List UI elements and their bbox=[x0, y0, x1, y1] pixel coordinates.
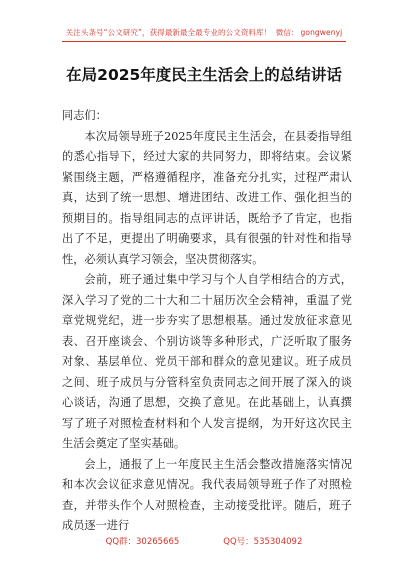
header-wechat-id: gongwenyj bbox=[300, 28, 343, 37]
header-divider bbox=[62, 41, 346, 42]
paragraph: 本次局领导班子2025年度民主生活会，在县委指导组的悉心指导下，经过大家的共同努力，即将结束。会议紧紧围绕主题，严格遵循程序，准备充分扎实，过程严肃认真，达到了统一思想、增进团结、改进工作、强化担当的预期目的。指导组同志的点评讲话，既给予了肯定，也指出了不足，更提出了明确要求，具有很强的针对性和指导性，必须认真学习领会，坚决贯彻落实。 bbox=[62, 129, 352, 266]
salutation: 同志们： bbox=[62, 109, 107, 122]
paragraph: 会上，通报了上一年度民主生活会整改措施落实情况和本次会议征求意见情况。我代表局领导班子作了对照检查，并带头作个人对照检查，主动接受批评。随后，班子成员逐一进行 bbox=[62, 457, 352, 532]
document-title: 在局2025年度民主生活会上的总结讲话 bbox=[66, 66, 342, 84]
header-wechat-label: 微信： bbox=[275, 28, 299, 37]
document-body bbox=[62, 106, 352, 537]
paragraph: 会前，班子通过集中学习与个人自学相结合的方式，深入学习了党的二十大和二十届历次全会精神，重温了党章党规党纪，进一步夯实了思想根基。通过发放征求意见表、召开座谈会、个别访谈等多种形式，广泛听取了服务对象、基层单位、党员干部和群众的意见建议。班子成员之间、班子成员与分管科室负责同志之间开展了深入的谈心谈话，沟通了思想，交换了意见。在此基础上，认真撰写了班子对照检查材料和个人发言提纲，为开好这次民主生活会奠定了坚实基础。 bbox=[62, 273, 352, 450]
footer-qq-number: QQ号：535304092 bbox=[223, 537, 303, 547]
footer-contact bbox=[0, 535, 408, 547]
header-promo-banner bbox=[0, 27, 408, 38]
footer-qq-group: QQ群：30265665 bbox=[105, 537, 180, 547]
header-promo-text: 关注头条号“公文研究”，获得最新最全最专业的公文资料库！ bbox=[65, 28, 272, 37]
